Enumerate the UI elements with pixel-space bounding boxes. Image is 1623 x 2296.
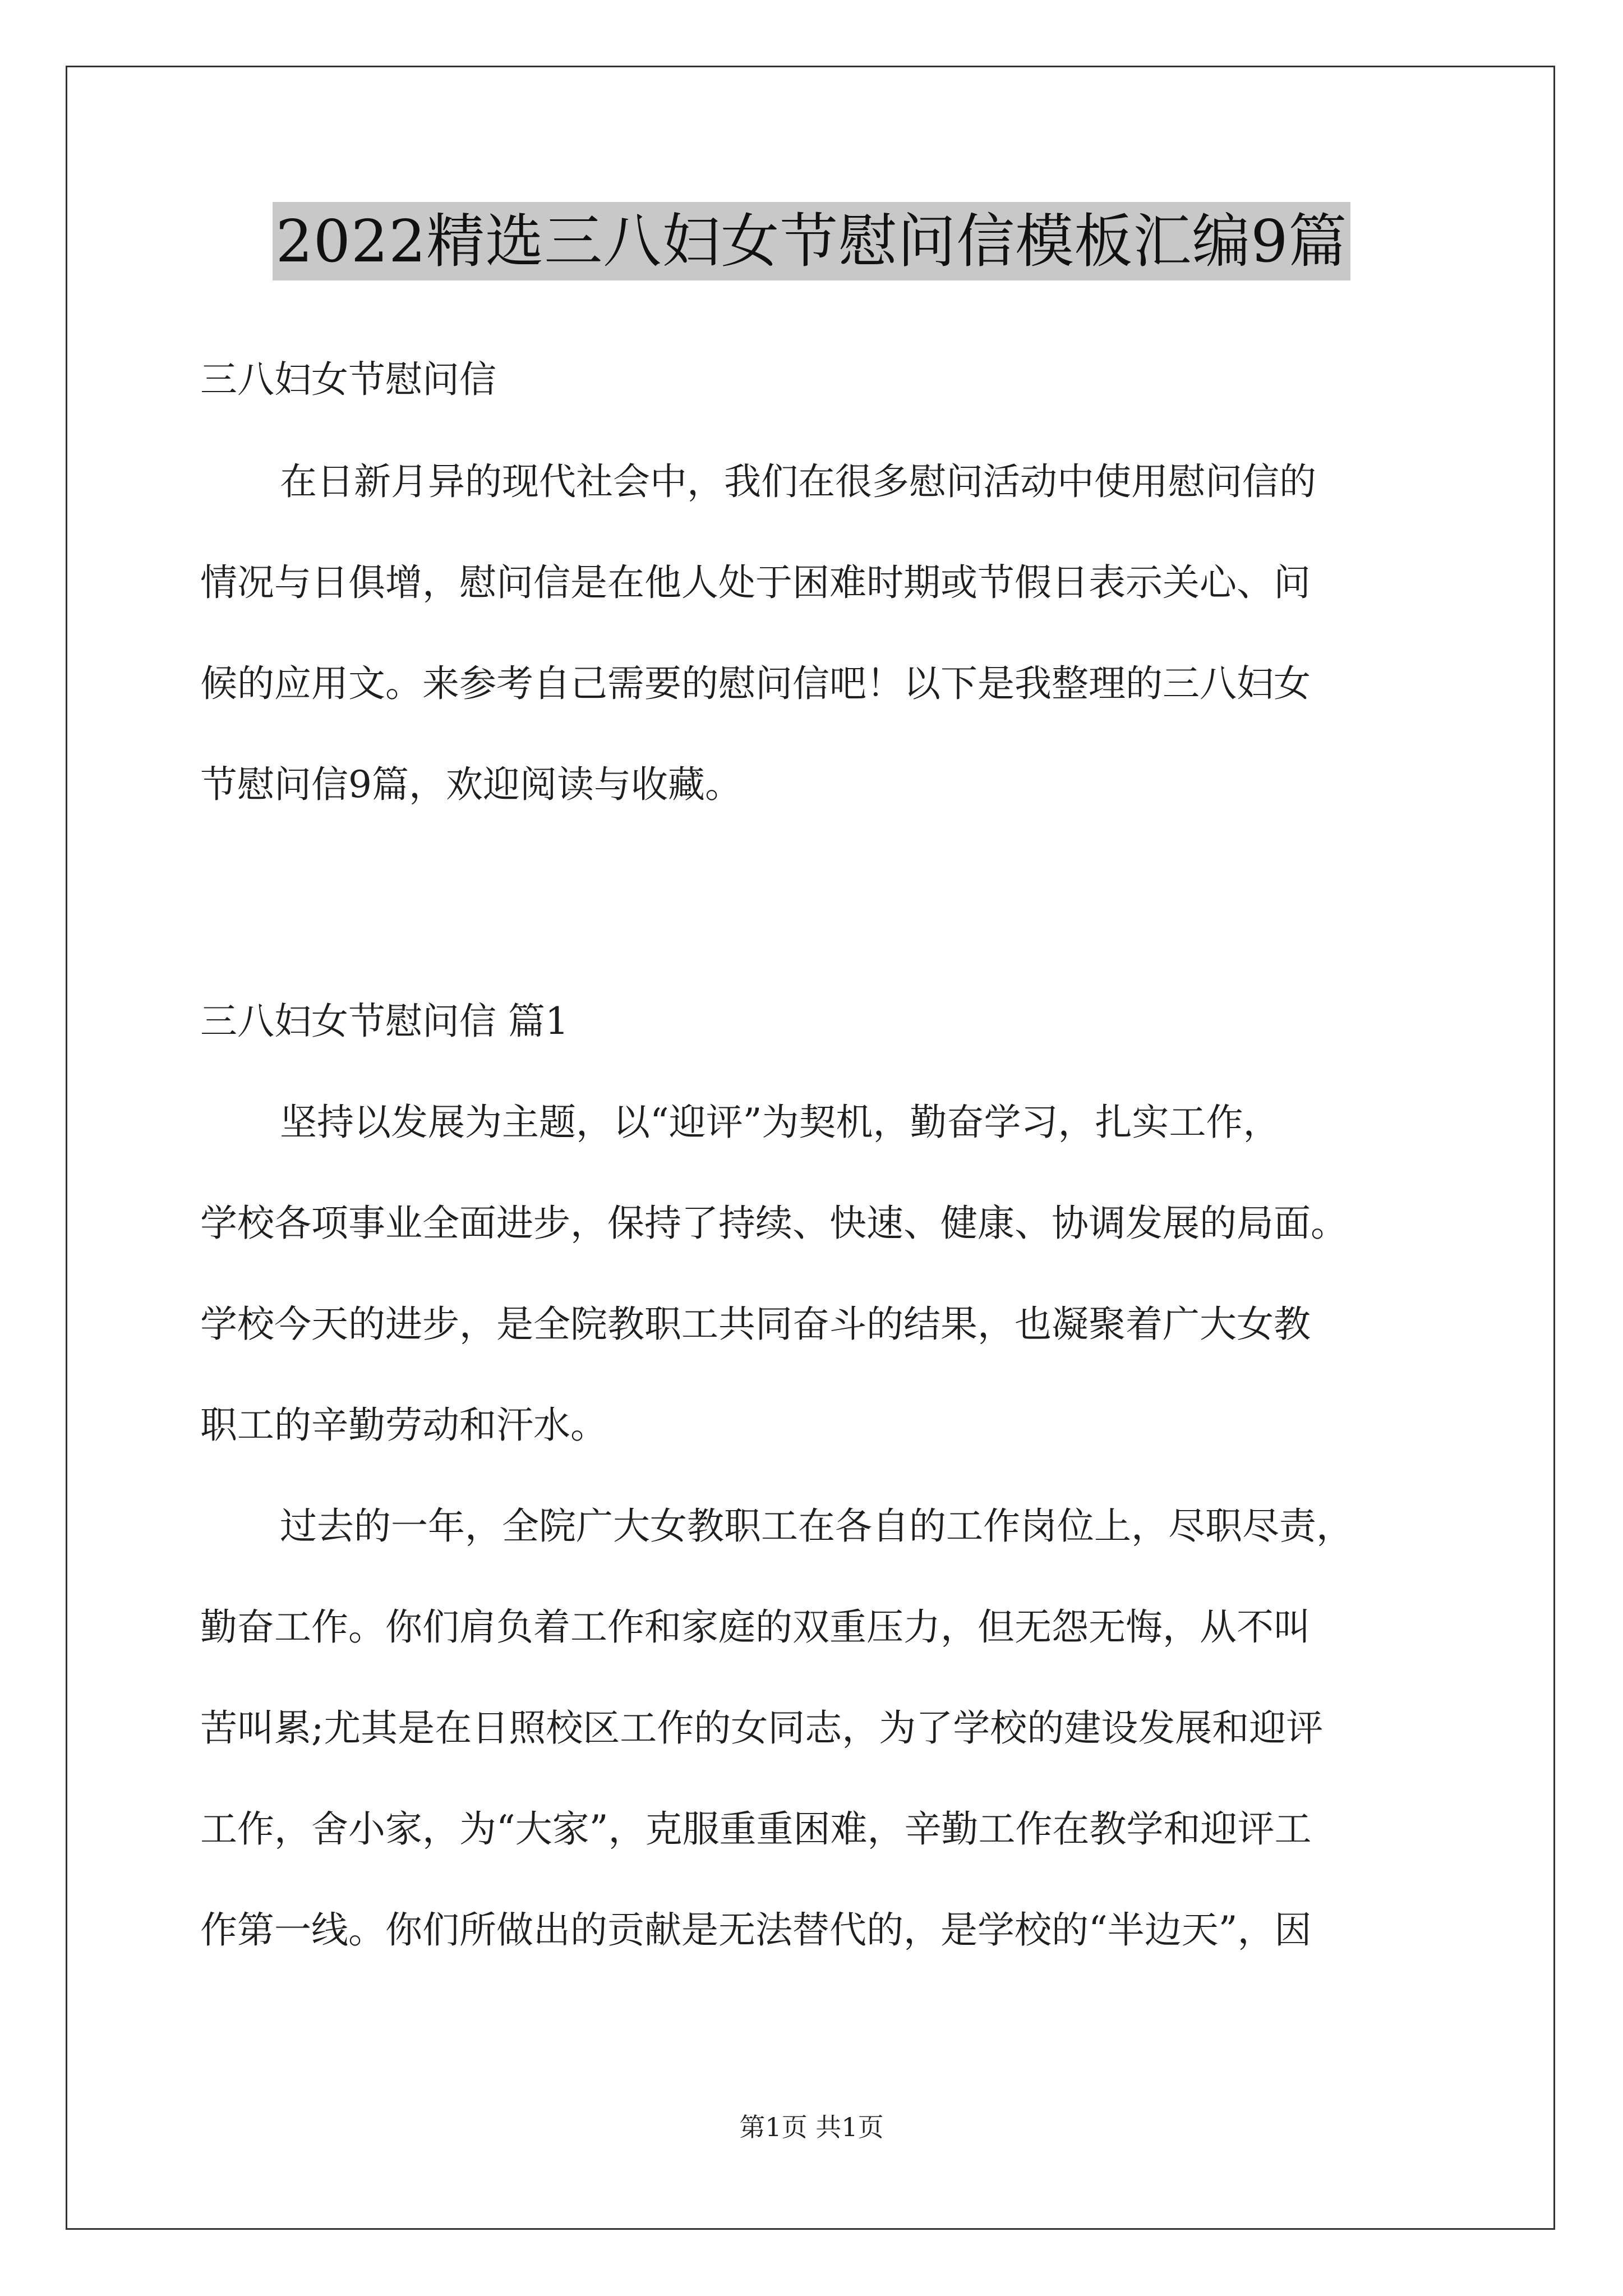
paragraph-line: 作第一线。你们所做出的贡献是无法替代的，是学校的“半边天”，因 (200, 1908, 1312, 1952)
paragraph-line: 苦叫累;尤其是在日照校区工作的女同志，为了学校的建设发展和迎评 (200, 1706, 1324, 1750)
page-footer: 第1页 共1页 (739, 2112, 884, 2142)
title-container (0, 202, 1623, 280)
section-heading: 三八妇女节慰问信 篇1 (200, 1000, 569, 1043)
document-title: 2022精选三八妇女节慰问信模板汇编9篇 (273, 202, 1351, 280)
paragraph-line: 在日新月异的现代社会中，我们在很多慰问活动中使用慰问信的 (280, 460, 1316, 503)
paragraph-line: 学校各项事业全面进步，保持了持续、快速、健康、协调发展的局面。 (200, 1202, 1348, 1245)
paragraph-line: 候的应用文。来参考自己需要的慰问信吧！以下是我整理的三八妇女 (200, 662, 1311, 705)
paragraph-line: 过去的一年，全院广大女教职工在各自的工作岗位上，尽职尽责， (280, 1504, 1353, 1548)
paragraph-line: 坚持以发展为主题，以“迎评”为契机，勤奋学习，扎实工作， (280, 1101, 1280, 1144)
paragraph-line: 学校今天的进步，是全院教职工共同奋斗的结果，也凝聚着广大女教 (200, 1303, 1311, 1346)
section-heading: 三八妇女节慰问信 (200, 358, 496, 401)
paragraph-line: 情况与日俱增，慰问信是在他人处于困难时期或节假日表示关心、问 (200, 561, 1311, 604)
paragraph-line: 勤奋工作。你们肩负着工作和家庭的双重压力，但无怨无悔，从不叫 (200, 1605, 1311, 1649)
paragraph-line: 节慰问信9篇，欢迎阅读与收藏。 (200, 763, 742, 806)
paragraph-line: 工作，舍小家，为“大家”，克服重重困难，辛勤工作在教学和迎评工 (200, 1807, 1312, 1851)
paragraph-line: 职工的辛勤劳动和汗水。 (200, 1404, 607, 1447)
